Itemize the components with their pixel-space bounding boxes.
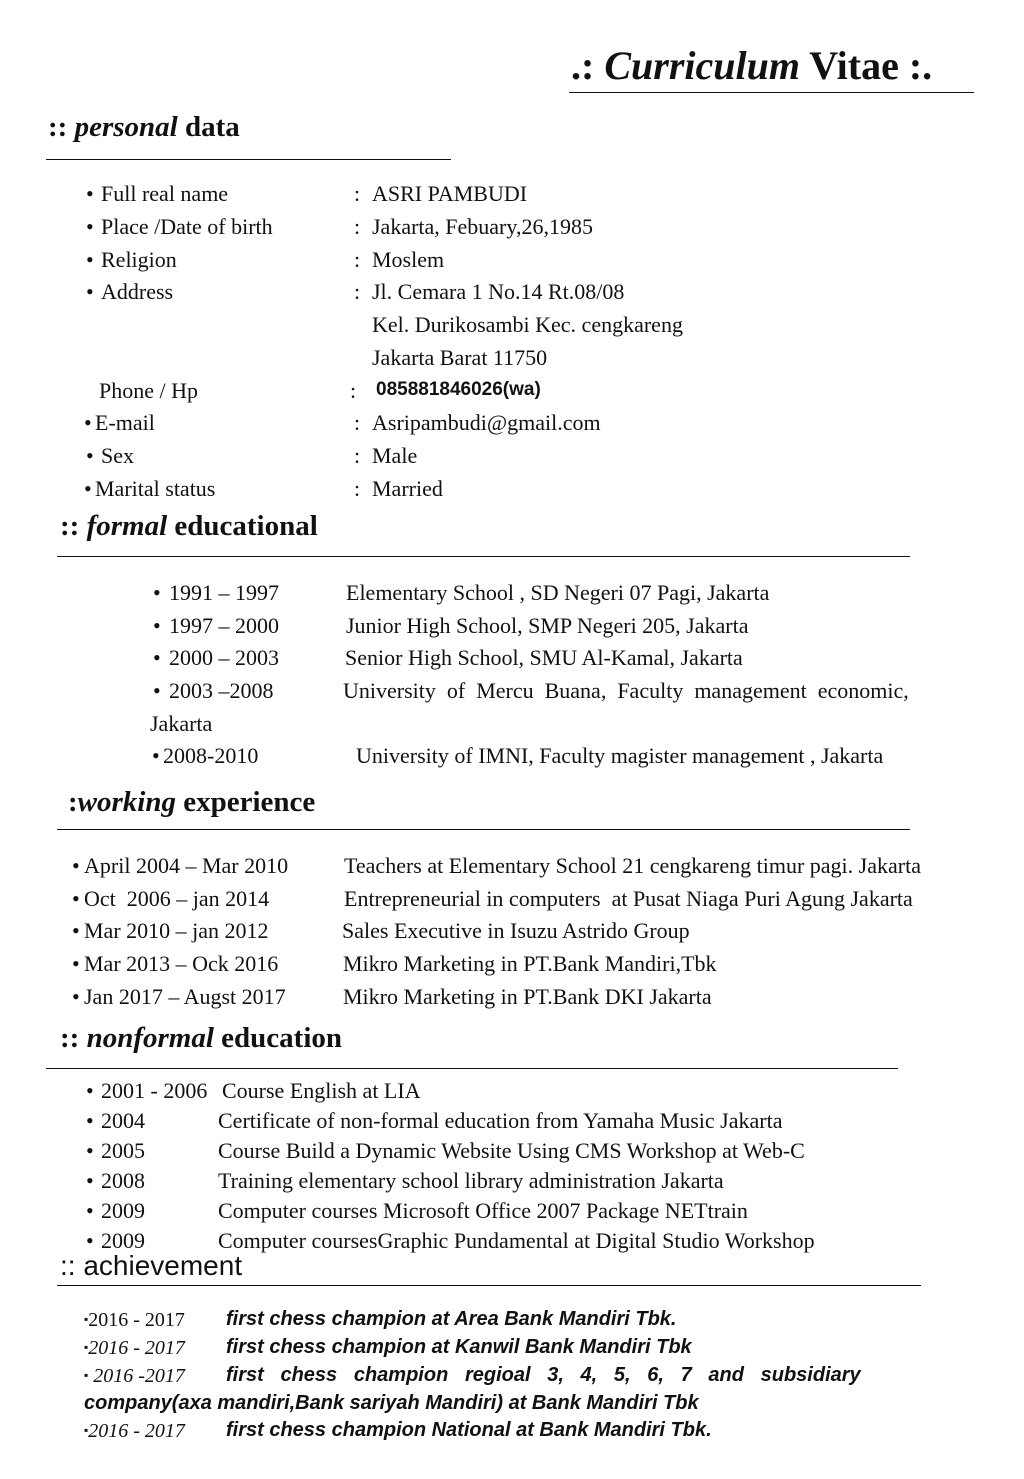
course-years: 2005 bbox=[101, 1138, 145, 1163]
nonformal-education-rule bbox=[46, 1068, 898, 1069]
nonformal-education-heading: :: nonformal education bbox=[60, 1022, 342, 1054]
formal-education-rule bbox=[57, 556, 910, 557]
separator: : bbox=[354, 279, 361, 304]
bullet: • bbox=[72, 853, 80, 878]
bullet: • bbox=[152, 743, 160, 768]
separator: : bbox=[354, 443, 361, 468]
bullet: • bbox=[86, 1108, 94, 1133]
course-years: 2009 bbox=[101, 1228, 145, 1253]
education-desc: Elementary School , SD Negeri 07 Pagi, Jakarta bbox=[346, 580, 770, 605]
course-desc: Training elementary school library administration Jakarta bbox=[218, 1168, 724, 1193]
bullet: • bbox=[86, 1198, 94, 1223]
full-name-value: ASRI PAMBUDI bbox=[372, 181, 528, 206]
field-label: Place /Date of birth bbox=[101, 214, 273, 239]
achievement-item bbox=[84, 1420, 185, 1443]
bullet: • bbox=[86, 214, 94, 239]
course-years: 2004 bbox=[101, 1108, 145, 1133]
course-years: 2001 - 2006 bbox=[101, 1078, 208, 1103]
work-desc: Entrepreneurial in computers at Pusat Niaga Puri Agung Jakarta bbox=[344, 886, 913, 911]
achievement-item bbox=[84, 1337, 185, 1360]
bullet: ▪ bbox=[84, 1340, 89, 1354]
bullet: • bbox=[153, 613, 161, 638]
bullet: • bbox=[72, 984, 80, 1009]
separator: : bbox=[354, 476, 361, 501]
bullet: ▪ bbox=[84, 1368, 89, 1382]
bullet: • bbox=[86, 1228, 94, 1253]
bullet: • bbox=[84, 410, 92, 435]
separator: : bbox=[354, 410, 361, 435]
field-label: Sex bbox=[101, 443, 134, 468]
marital-value: Married bbox=[372, 476, 443, 501]
separator: : bbox=[354, 247, 361, 272]
address-line-2: Kel. Durikosambi Kec. cengkareng bbox=[372, 312, 683, 337]
course-desc: Course Build a Dynamic Website Using CMS Workshop at Web-C bbox=[218, 1138, 805, 1163]
education-desc: Junior High School, SMP Negeri 205, Jakarta bbox=[346, 613, 749, 638]
achievement-desc: first chess champion at Area Bank Mandiri Tbk. bbox=[226, 1308, 677, 1330]
email-value: Asripambudi@gmail.com bbox=[372, 410, 601, 435]
course-desc: Computer coursesGraphic Pundamental at Digital Studio Workshop bbox=[218, 1228, 815, 1253]
separator: : bbox=[354, 181, 361, 206]
achievement-heading: :: achievement bbox=[60, 1250, 243, 1281]
achievement-desc: first chess champion regioal 3, 4, 5, 6, 7 and subsidiary bbox=[226, 1364, 861, 1386]
title-underline bbox=[569, 92, 974, 93]
field-label: Full real name bbox=[101, 181, 229, 206]
personal-data-heading: :: personal data bbox=[48, 111, 240, 143]
separator: : bbox=[350, 378, 357, 403]
education-desc: University of IMNI, Faculty magister management , Jakarta bbox=[356, 743, 884, 768]
working-experience-rule bbox=[57, 829, 910, 830]
course-years: 2009 bbox=[101, 1198, 145, 1223]
bullet: • bbox=[72, 886, 80, 911]
address-line-3: Jakarta Barat 11750 bbox=[372, 345, 548, 370]
bullet: • bbox=[72, 918, 80, 943]
phone-value: 085881846026(wa) bbox=[376, 379, 541, 400]
education-desc: University of Mercu Buana, Faculty management economic, bbox=[343, 678, 909, 703]
field-label: Phone / Hp bbox=[99, 378, 198, 403]
work-desc: Teachers at Elementary School 21 cengkareng timur pagi. Jakarta bbox=[344, 853, 921, 878]
birth-value: Jakarta, Febuary,26,1985 bbox=[372, 214, 593, 239]
bullet: ▪ bbox=[84, 1423, 89, 1437]
cv-title: .: Curriculum Vitae :. bbox=[571, 43, 933, 88]
work-period: Mar 2010 – jan 2012 bbox=[84, 918, 269, 943]
education-years: 2003 –2008 bbox=[169, 678, 274, 703]
work-period: April 2004 – Mar 2010 bbox=[84, 853, 289, 878]
bullet: ▪ bbox=[84, 1312, 89, 1326]
bullet: • bbox=[86, 181, 94, 206]
work-period: Oct 2006 – jan 2014 bbox=[84, 886, 270, 911]
bullet: • bbox=[153, 645, 161, 670]
education-years: 2000 – 2003 bbox=[169, 645, 279, 670]
work-desc: Mikro Marketing in PT.Bank Mandiri,Tbk bbox=[343, 951, 717, 976]
achievement-item bbox=[84, 1309, 185, 1332]
religion-value: Moslem bbox=[372, 247, 445, 272]
bullet: • bbox=[84, 476, 92, 501]
bullet: • bbox=[86, 279, 94, 304]
field-label: Address bbox=[101, 279, 174, 304]
address-value: Jl. Cemara 1 No.14 Rt.08/08 bbox=[372, 279, 625, 304]
field-label: Marital status bbox=[95, 476, 216, 501]
bullet: • bbox=[86, 247, 94, 272]
field-label: E-mail bbox=[95, 410, 155, 435]
education-years: 2008-2010 bbox=[163, 743, 259, 768]
education-desc-continuation: Jakarta bbox=[150, 711, 213, 736]
education-years: 1997 – 2000 bbox=[169, 613, 279, 638]
bullet: • bbox=[86, 443, 94, 468]
course-desc: Certificate of non-formal education from Yamaha Music Jakarta bbox=[218, 1108, 783, 1133]
achievement-years: 2016 - 2017 bbox=[88, 1337, 185, 1359]
field-label: Religion bbox=[101, 247, 177, 272]
bullet: • bbox=[86, 1078, 94, 1103]
achievement-years: 2016 - 2017 bbox=[88, 1420, 185, 1442]
work-period: Mar 2013 – Ock 2016 bbox=[84, 951, 279, 976]
working-experience-heading: :working experience bbox=[68, 786, 316, 818]
bullet: • bbox=[153, 678, 161, 703]
achievement-item bbox=[84, 1365, 185, 1388]
work-period: Jan 2017 – Augst 2017 bbox=[84, 984, 286, 1009]
achievement-years: 2016 - 2017 bbox=[88, 1309, 185, 1331]
sex-value: Male bbox=[372, 443, 418, 468]
achievement-desc: first chess champion at Kanwil Bank Mandiri Tbk bbox=[226, 1336, 692, 1358]
work-desc: Sales Executive in Isuzu Astrido Group bbox=[342, 918, 690, 943]
course-desc: Computer courses Microsoft Office 2007 Package NETtrain bbox=[218, 1198, 748, 1223]
bullet: • bbox=[153, 580, 161, 605]
education-desc: Senior High School, SMU Al-Kamal, Jakarta bbox=[345, 645, 743, 670]
bullet: • bbox=[72, 951, 80, 976]
bullet: • bbox=[86, 1138, 94, 1163]
work-desc: Mikro Marketing in PT.Bank DKI Jakarta bbox=[343, 984, 712, 1009]
education-years: 1991 – 1997 bbox=[169, 580, 279, 605]
achievement-years: 2016 -2017 bbox=[93, 1365, 185, 1387]
personal-data-rule bbox=[46, 159, 451, 160]
achievement-desc-continuation: company(axa mandiri,Bank sariyah Mandiri) at Bank Mandiri Tbk bbox=[84, 1392, 699, 1414]
course-years: 2008 bbox=[101, 1168, 145, 1193]
bullet: • bbox=[86, 1168, 94, 1193]
formal-education-heading: :: formal educational bbox=[60, 510, 318, 542]
achievement-rule bbox=[57, 1285, 921, 1286]
separator: : bbox=[354, 214, 361, 239]
course-desc: Course English at LIA bbox=[222, 1078, 421, 1103]
achievement-desc: first chess champion National at Bank Mandiri Tbk. bbox=[226, 1419, 712, 1441]
